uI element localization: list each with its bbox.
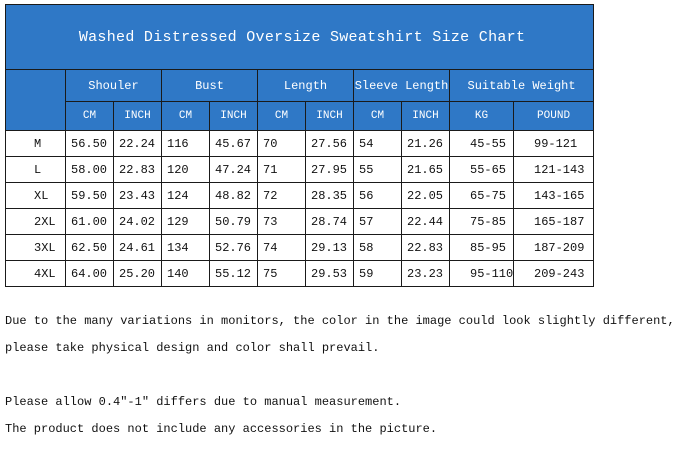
size-row bbox=[6, 157, 594, 183]
measurement-cell: 134 bbox=[162, 235, 210, 261]
measurement-cell: 45-55 bbox=[450, 131, 514, 157]
measurement-cell: 62.50 bbox=[66, 235, 114, 261]
measurement-cell: 57 bbox=[354, 209, 402, 235]
measurement-cell: 48.82 bbox=[210, 183, 258, 209]
size-label-cell: M bbox=[6, 131, 66, 157]
size-row bbox=[6, 209, 594, 235]
measurement-cell: 70 bbox=[258, 131, 306, 157]
measurement-cell: 129 bbox=[162, 209, 210, 235]
chart-title: Washed Distressed Oversize Sweatshirt Size Chart bbox=[6, 5, 594, 70]
size-row bbox=[6, 183, 594, 209]
measurement-cell: 55 bbox=[354, 157, 402, 183]
measurement-cell: 22.83 bbox=[114, 157, 162, 183]
measurement-cell: 28.74 bbox=[306, 209, 354, 235]
size-label-cell: XL bbox=[6, 183, 66, 209]
measurement-cell: 85-95 bbox=[450, 235, 514, 261]
measurement-cell: 58.00 bbox=[66, 157, 114, 183]
measurement-cell: 29.53 bbox=[306, 261, 354, 287]
size-label-cell: 3XL bbox=[6, 235, 66, 261]
measurement-cell: 24.02 bbox=[114, 209, 162, 235]
measurement-cell: 23.23 bbox=[402, 261, 450, 287]
measurement-cell: 73 bbox=[258, 209, 306, 235]
measurement-cell: 21.65 bbox=[402, 157, 450, 183]
note-line: Please allow 0.4"-1" differs due to manual measurement. bbox=[5, 395, 402, 409]
measurement-cell: 95-110 bbox=[450, 261, 514, 287]
unit-header: POUND bbox=[514, 102, 594, 131]
measurement-cell: 55.12 bbox=[210, 261, 258, 287]
measurement-cell: 56 bbox=[354, 183, 402, 209]
measurement-cell: 187-209 bbox=[514, 235, 594, 261]
measurement-cell: 209-243 bbox=[514, 261, 594, 287]
unit-header-row bbox=[6, 102, 594, 131]
measurement-cell: 27.95 bbox=[306, 157, 354, 183]
group-header-bust: Bust bbox=[162, 70, 258, 102]
measurement-cell: 21.26 bbox=[402, 131, 450, 157]
measurement-cell: 72 bbox=[258, 183, 306, 209]
size-row bbox=[6, 235, 594, 261]
measurement-cell: 47.24 bbox=[210, 157, 258, 183]
measurement-cell: 75 bbox=[258, 261, 306, 287]
unit-header: CM bbox=[162, 102, 210, 131]
measurement-cell: 52.76 bbox=[210, 235, 258, 261]
measurement-cell: 99-121 bbox=[514, 131, 594, 157]
measurement-cell: 124 bbox=[162, 183, 210, 209]
unit-header: KG bbox=[450, 102, 514, 131]
title-row bbox=[6, 5, 594, 70]
measurement-cell: 59.50 bbox=[66, 183, 114, 209]
measurement-cell: 25.20 bbox=[114, 261, 162, 287]
measurement-cell: 71 bbox=[258, 157, 306, 183]
measurement-cell: 58 bbox=[354, 235, 402, 261]
group-header-weight: Suitable Weight bbox=[450, 70, 594, 102]
size-label-cell: L bbox=[6, 157, 66, 183]
measurement-cell: 23.43 bbox=[114, 183, 162, 209]
size-label-cell: 2XL bbox=[6, 209, 66, 235]
measurement-cell: 165-187 bbox=[514, 209, 594, 235]
measurement-cell: 27.56 bbox=[306, 131, 354, 157]
measurement-cell: 59 bbox=[354, 261, 402, 287]
measurement-cell: 29.13 bbox=[306, 235, 354, 261]
measurement-cell: 45.67 bbox=[210, 131, 258, 157]
measurement-cell: 56.50 bbox=[66, 131, 114, 157]
measurement-cell: 121-143 bbox=[514, 157, 594, 183]
measurement-cell: 22.83 bbox=[402, 235, 450, 261]
measurement-cell: 75-85 bbox=[450, 209, 514, 235]
measurement-cell: 22.44 bbox=[402, 209, 450, 235]
measurement-cell: 55-65 bbox=[450, 157, 514, 183]
group-header-row bbox=[6, 70, 594, 102]
note-line: Due to the many variations in monitors, the color in the image could look slightly different, bbox=[5, 314, 675, 328]
size-label-cell: 4XL bbox=[6, 261, 66, 287]
measurement-cell: 74 bbox=[258, 235, 306, 261]
size-header-blank bbox=[6, 70, 66, 131]
measurement-cell: 61.00 bbox=[66, 209, 114, 235]
note-line: The product does not include any accessories in the picture. bbox=[5, 422, 438, 436]
measurement-cell: 22.05 bbox=[402, 183, 450, 209]
group-header-sleeve: Sleeve Length bbox=[354, 70, 450, 102]
size-chart-table bbox=[5, 4, 594, 287]
measurement-cell: 50.79 bbox=[210, 209, 258, 235]
measurement-cell: 64.00 bbox=[66, 261, 114, 287]
size-row bbox=[6, 261, 594, 287]
group-header-shoulder: Shouler bbox=[66, 70, 162, 102]
unit-header: CM bbox=[66, 102, 114, 131]
measurement-cell: 65-75 bbox=[450, 183, 514, 209]
measurement-cell: 140 bbox=[162, 261, 210, 287]
note-line: please take physical design and color shall prevail. bbox=[5, 341, 380, 355]
measurement-cell: 120 bbox=[162, 157, 210, 183]
unit-header: INCH bbox=[402, 102, 450, 131]
measurement-cell: 22.24 bbox=[114, 131, 162, 157]
group-header-length: Length bbox=[258, 70, 354, 102]
size-row bbox=[6, 131, 594, 157]
measurement-cell: 143-165 bbox=[514, 183, 594, 209]
unit-header: INCH bbox=[210, 102, 258, 131]
unit-header: INCH bbox=[114, 102, 162, 131]
unit-header: CM bbox=[354, 102, 402, 131]
note-line bbox=[5, 362, 597, 389]
measurement-cell: 54 bbox=[354, 131, 402, 157]
notes bbox=[5, 308, 675, 443]
measurement-cell: 28.35 bbox=[306, 183, 354, 209]
size-rows bbox=[6, 131, 594, 287]
measurement-cell: 116 bbox=[162, 131, 210, 157]
unit-header: CM bbox=[258, 102, 306, 131]
measurement-cell: 24.61 bbox=[114, 235, 162, 261]
unit-header: INCH bbox=[306, 102, 354, 131]
